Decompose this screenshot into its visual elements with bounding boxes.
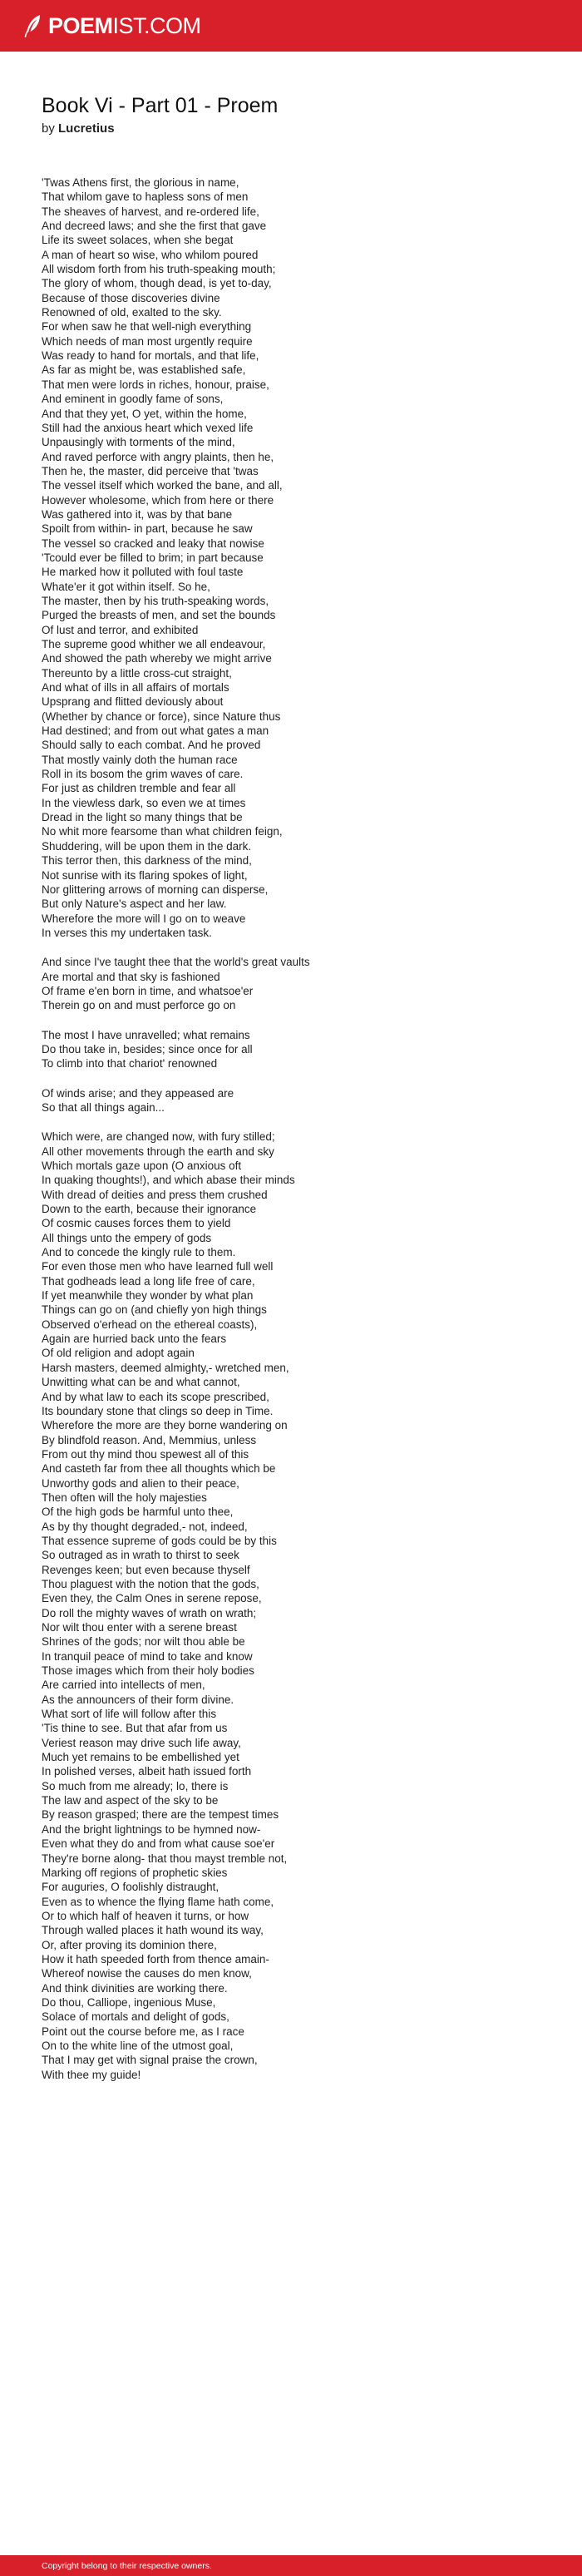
poem-line: Whereof nowise the causes do men know, — [42, 1967, 252, 1980]
poem-line: Unwitting what can be and what cannot, — [42, 1376, 240, 1389]
poem-line: Was ready to hand for mortals, and that life, — [42, 349, 259, 363]
poem-line: Point out the course before me, as I race — [42, 2025, 244, 2038]
poem-line: In verses this my undertaken task. — [42, 926, 212, 939]
poem-line: Unpausingly with torments of the mind, — [42, 436, 235, 449]
poem-line: They're borne along- that thou mayst tremble not, — [42, 1852, 288, 1865]
poem-line: Of the high gods be harmful unto thee, — [42, 1506, 234, 1519]
poem-line: Which mortals gaze upon (O anxious oft — [42, 1159, 242, 1172]
poem-line: Do thou, Calliope, ingenious Muse, — [42, 1995, 216, 2009]
poem-line: Life its sweet solaces, when she begat — [42, 234, 234, 247]
poem-line: Its boundary stone that clings so deep in Time. — [42, 1404, 274, 1417]
poem-stanza — [42, 1028, 557, 1071]
poem-line: Nor wilt thou enter with a serene breast — [42, 1621, 237, 1634]
poem-line: How it hath speeded forth from thence amain- — [42, 1952, 269, 1965]
poem-line: In tranquil peace of mind to take and know — [42, 1649, 253, 1663]
poem-line: Do thou take in, besides; since once for all — [42, 1042, 253, 1056]
poem-line: Then often will the holy majesties — [42, 1491, 207, 1504]
poem-line: A man of heart so wise, who whilom poured — [42, 248, 259, 261]
byline — [42, 121, 557, 137]
poem-line: On to the white line of the utmost goal, — [42, 2039, 234, 2052]
poem-line: The vessel so cracked and leaky that nowise — [42, 536, 264, 550]
poem-line: By reason grasped; there are the tempest times — [42, 1808, 279, 1822]
poem-line: Thou plaguest with the notion that the gods, — [42, 1577, 259, 1590]
poem-line: No whit more fearsome than what children feign, — [42, 825, 283, 838]
poem-line: And eminent in goodly fame of sons, — [42, 393, 224, 406]
poem-line: Veriest reason may drive such life away, — [42, 1736, 241, 1749]
poem-content — [42, 93, 557, 2097]
poem-line: Marking off regions of prophetic skies — [42, 1866, 228, 1879]
poem-line: In quaking thoughts!), and which abase their minds — [42, 1174, 295, 1187]
poem-line: Shrines of the gods; nor wilt thou able be — [42, 1635, 245, 1649]
site-header — [0, 0, 582, 52]
poem-line: 'Tcould ever be filled to brim; in part because — [42, 551, 264, 564]
poem-line: To climb into that chariot' renowned — [42, 1057, 218, 1070]
poem-line: Nor glittering arrows of morning can disperse, — [42, 883, 269, 896]
poem-line: Or to which half of heaven it turns, or how — [42, 1909, 249, 1922]
poem-line: All other movements through the earth and sky — [42, 1145, 274, 1158]
poem-line: Unworthy gods and alien to their peace, — [42, 1476, 239, 1490]
poem-line: Because of those discoveries divine — [42, 291, 220, 304]
poem-line: And what of ills in all affairs of mortals — [42, 681, 229, 695]
poem-line: If yet meanwhile they wonder by what plan — [42, 1289, 254, 1303]
poem-line: For even those men who have learned full well — [42, 1260, 274, 1273]
poem-line: Revenges keen; but even because thyself — [42, 1563, 250, 1576]
poem-line: Even as to whence the flying flame hath come, — [42, 1895, 274, 1908]
poem-line: Do roll the mighty waves of wrath on wrath; — [42, 1606, 257, 1619]
site-footer — [0, 2555, 582, 2576]
copyright-notice: Copyright belong to their respective owners. — [42, 2561, 212, 2571]
poem-line: All wisdom forth from his truth-speaking mouth; — [42, 263, 276, 276]
quill-logo-icon — [23, 14, 43, 37]
poem-line: Upsprang and flitted deviously about — [42, 695, 224, 709]
poem-line: The law and aspect of the sky to be — [42, 1794, 219, 1807]
poem-line: Harsh masters, deemed almighty,- wretched men, — [42, 1361, 289, 1374]
poem-line: And decreed laws; and she the first that gave — [42, 220, 267, 233]
poem-line: Of cosmic causes forces them to yield — [42, 1217, 231, 1230]
poem-line: However wholesome, which from here or there — [42, 493, 274, 507]
poem-line: Of lust and terror, and exhibited — [42, 623, 199, 636]
poem-line: The most I have unravelled; what remains — [42, 1028, 250, 1041]
by-label: by — [42, 121, 55, 136]
poem-line: Things can go on (and chiefly yon high things — [42, 1303, 267, 1317]
poem-line: Are mortal and that sky is fashioned — [42, 970, 220, 983]
poem-line: All things unto the empery of gods — [42, 1231, 212, 1244]
poem-line: Purged the breasts of men, and set the bounds — [42, 609, 276, 622]
poem-line: And showed the path whereby we might arrive — [42, 652, 272, 665]
poem-line: Spoilt from within- in part, because he saw — [42, 522, 253, 536]
poem-stanza — [42, 176, 557, 940]
poem-line: Observed o'erhead on the ethereal coasts), — [42, 1318, 258, 1331]
poem-line: That godheads lead a long life free of care, — [42, 1274, 255, 1288]
poem-line: With thee my guide! — [42, 2068, 141, 2081]
poem-line: And by what law to each its scope prescribed, — [42, 1390, 269, 1403]
poem-line: What sort of life will follow after this — [42, 1708, 217, 1721]
poem-line: Whate'er it got within itself. So he, — [42, 580, 210, 593]
poem-line: He marked how it polluted with foul taste — [42, 566, 244, 579]
poem-line: Of old religion and adopt again — [42, 1347, 195, 1360]
poem-line: Solace of mortals and delight of gods, — [42, 2010, 229, 2024]
poem-line: Then he, the master, did perceive that 'twas — [42, 464, 259, 477]
poem-line: Roll in its bosom the grim waves of care. — [42, 768, 244, 781]
poem-line: That I may get with signal praise the crown, — [42, 2054, 258, 2067]
poem-line: This terror then, this darkness of the mind, — [42, 854, 252, 868]
poem-line: And casteth far from thee all thoughts which be — [42, 1462, 276, 1476]
poem-line: Had destined; and from out what gates a man — [42, 724, 269, 738]
poem-line: The supreme good whither we all endeavour, — [42, 638, 266, 650]
poem-line: Wherefore the more are they borne wandering on — [42, 1419, 288, 1432]
poem-line: And raved perforce with angry plaints, then he, — [42, 450, 274, 463]
poem-line: Shuddering, will be upon them in the dark. — [42, 839, 252, 853]
poem-line: Which were, are changed now, with fury stilled; — [42, 1130, 275, 1144]
poem-line: For auguries, O foolishly distraught, — [42, 1881, 219, 1894]
poem-line: For when saw he that well-nigh everything — [42, 320, 252, 334]
poem-line: Through walled places it hath wound its way, — [42, 1924, 264, 1937]
poem-line: Even they, the Calm Ones in serene repose, — [42, 1592, 262, 1605]
poem-line: 'Tis thine to see. But that afar from us — [42, 1722, 228, 1735]
poem-line: So outraged as in wrath to thirst to seek — [42, 1549, 239, 1562]
poem-line: Much yet remains to be embellished yet — [42, 1751, 239, 1764]
poem-line: Still had the anxious heart which vexed life — [42, 421, 254, 434]
poem-line: Of winds arise; and they appeased are — [42, 1086, 234, 1100]
poem-line: So that all things again... — [42, 1100, 165, 1114]
poem-line: Again are hurried back unto the fears — [42, 1332, 227, 1346]
poem-line: (Whether by chance or force), since Nature thus — [42, 710, 281, 723]
poem-line: Even what they do and from what cause soe'er — [42, 1837, 275, 1851]
poem-stanza — [42, 955, 557, 1012]
poem-line: But only Nature's aspect and her law. — [42, 897, 227, 911]
author-link[interactable]: Lucretius — [58, 121, 115, 136]
poem-line: Therein go on and must perforce go on — [42, 999, 236, 1012]
poem-line: Down to the earth, because their ignorance — [42, 1203, 257, 1216]
poem-line: And that they yet, O yet, within the home, — [42, 407, 247, 420]
poem-line: And since I've taught thee that the world's great vaults — [42, 956, 310, 969]
poem-line: From out thy mind thou spewest all of this — [42, 1447, 249, 1461]
poem-line: The vessel itself which worked the bane, and all, — [42, 479, 283, 492]
poem-line: As by thy thought degraded,- not, indeed, — [42, 1520, 248, 1533]
poem-line: And think divinities are working there. — [42, 1981, 228, 1995]
poem-line: Renowned of old, exalted to the sky. — [42, 306, 222, 319]
poem-stanza — [42, 1086, 557, 1115]
poem-line: The master, then by his truth-speaking words, — [42, 594, 269, 607]
poem-line: 'Twas Athens first, the glorious in name, — [42, 176, 239, 189]
poem-line: Or, after proving its dominion there, — [42, 1938, 217, 1951]
poem-line: Was gathered into it, was by that bane — [42, 507, 233, 521]
site-logo[interactable] — [23, 12, 201, 39]
poem-line: Are carried into intellects of men, — [42, 1679, 205, 1692]
poem-line: For just as children tremble and fear all — [42, 782, 236, 795]
poem-line: Not sunrise with its flaring spokes of light, — [42, 868, 248, 882]
poem-line: Wherefore the more will I go on to weave — [42, 912, 246, 925]
poem-line: By blindfold reason. And, Memmius, unless — [42, 1433, 257, 1446]
poem-line: The sheaves of harvest, and re-ordered life, — [42, 205, 259, 218]
poem-line: The glory of whom, though dead, is yet to-day, — [42, 277, 272, 290]
poem-line: As the announcers of their form divine. — [42, 1693, 234, 1706]
poem-line: In polished verses, albeit hath issued forth — [42, 1765, 252, 1778]
poem-line: In the viewless dark, so even we at times — [42, 796, 246, 809]
poem-line: As far as might be, was established safe, — [42, 363, 246, 377]
poem-line: Of frame e'en born in time, and whatsoe'er — [42, 984, 254, 997]
poem-line: With dread of deities and press them crushed — [42, 1188, 268, 1201]
poem-line: That whilom gave to hapless sons of men — [42, 190, 249, 204]
poem-stanza — [42, 1130, 557, 2082]
poem-line: Which needs of man most urgently require — [42, 334, 253, 348]
poem-line: So much from me already; lo, there is — [42, 1779, 229, 1792]
poem-title: Book Vi - Part 01 - Proem — [42, 94, 279, 117]
poem-line: And the bright lightnings to be hymned now- — [42, 1822, 261, 1836]
poem-line: That essence supreme of gods could be by this — [42, 1534, 277, 1547]
poem-body — [42, 176, 557, 2082]
poem-line: That men were lords in riches, honour, praise, — [42, 378, 269, 391]
poem-line: That mostly vainly doth the human race — [42, 753, 238, 766]
poem-line: Thereunto by a little cross-cut straight, — [42, 666, 232, 680]
poem-line: Dread in the light so many things that be — [42, 811, 243, 824]
poem-line: Should sally to each combat. And he proved — [42, 739, 261, 752]
logo-wordmark: POEMIST.COM — [48, 13, 201, 38]
poem-line: Those images which from their holy bodies — [42, 1664, 254, 1678]
poem-line: And to concede the kingly rule to them. — [42, 1246, 236, 1259]
